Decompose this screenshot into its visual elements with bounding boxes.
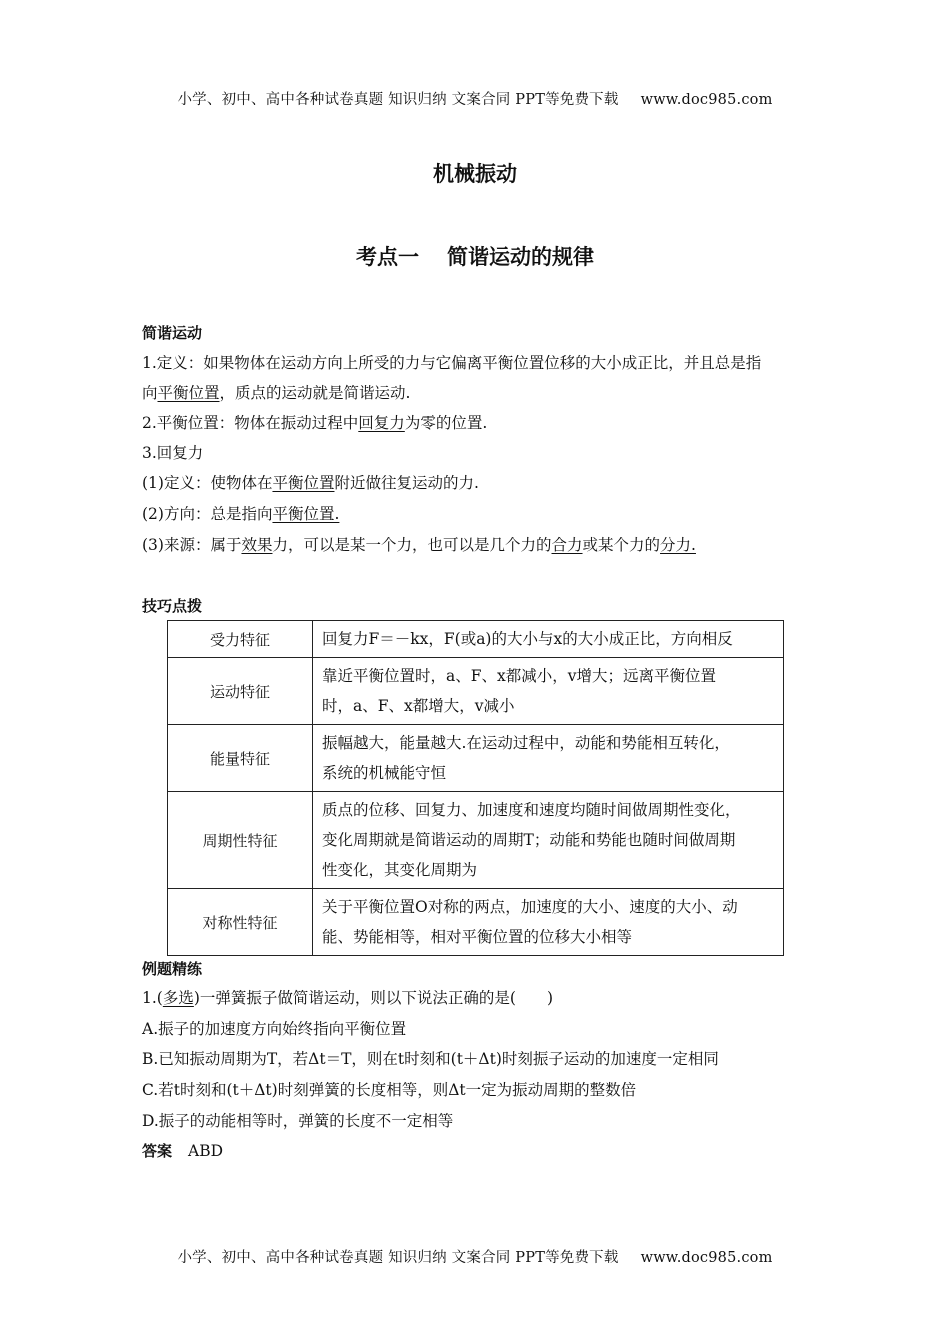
row-line: 时，a、F、x都增大，v减小 — [322, 697, 515, 715]
row-label: 对称性特征 — [168, 889, 313, 956]
heading-tips: 技巧点拨 — [142, 597, 203, 615]
row-line: 变化周期就是简谐运动的周期T；动能和势能也随时间做周期 — [322, 831, 736, 849]
option-d: D.振子的动能相等时，弹簧的长度不一定相等 — [142, 1112, 454, 1130]
def-line-1: 1.定义：如果物体在运动方向上所受的力与它偏离平衡位置位移的大小成正比，并且总是指 — [142, 354, 762, 372]
table-row — [168, 889, 784, 956]
blank-answer: 分力. — [660, 536, 696, 554]
row-label: 能量特征 — [168, 725, 313, 792]
table-row — [168, 792, 784, 889]
text: 1.( — [142, 989, 163, 1007]
row-line: 关于平衡位置O对称的两点，加速度的大小、速度的大小、动 — [322, 898, 738, 916]
text: (1)定义：使物体在 — [142, 474, 273, 492]
heading-examples: 例题精练 — [142, 960, 203, 978]
table-row — [168, 621, 784, 658]
row-content — [313, 658, 784, 725]
page-header — [0, 88, 950, 109]
row-label: 运动特征 — [168, 658, 313, 725]
restoring-force-heading: 3.回复力 — [142, 444, 204, 462]
answer-line — [142, 1140, 223, 1161]
text: )一弹簧振子做简谐运动，则以下说法正确的是( ) — [193, 989, 554, 1007]
row-line: 系统的机械能守恒 — [322, 764, 447, 782]
text: 附近做往复运动的力. — [334, 474, 479, 492]
row-line: 振幅越大，能量越大.在运动过程中，动能和势能相互转化， — [322, 734, 730, 752]
text: 2.平衡位置：物体在振动过程中 — [142, 414, 359, 432]
text: 或某个力的 — [582, 536, 661, 554]
answer-value: ABD — [188, 1142, 224, 1160]
question-stem — [142, 986, 553, 1008]
def-line-2 — [142, 381, 410, 403]
option-b: B.已知振动周期为T，若Δt＝T，则在t时刻和(t＋Δt)时刻振子运动的加速度一定相同 — [142, 1050, 719, 1068]
row-content — [313, 621, 784, 658]
footer-text: 小学、初中、高中各种试卷真题 知识归纳 文案合同 PPT等免费下载 — [177, 1250, 619, 1266]
option-c: C.若t时刻和(t＋Δt)时刻弹簧的长度相等，则Δt一定为振动周期的整数倍 — [142, 1081, 637, 1099]
text: 为零的位置. — [404, 414, 488, 432]
row-label: 受力特征 — [168, 621, 313, 658]
footer-url[interactable]: www.doc985.com — [640, 1250, 773, 1266]
blank-answer: 平衡位置 — [272, 474, 335, 492]
section-title-label: 考点一 — [356, 245, 419, 269]
heading-simple-harmonic: 简谐运动 — [142, 324, 203, 342]
answer-label: 答案 — [142, 1142, 173, 1160]
option-a: A.振子的加速度方向始终指向平衡位置 — [142, 1020, 407, 1038]
text: ，质点的运动就是简谐运动. — [219, 384, 411, 402]
row-line: 回复力F＝－kx，F(或a)的大小与x的大小成正比，方向相反 — [322, 630, 733, 648]
restoring-direction-line — [142, 502, 339, 524]
text: (3)来源：属于 — [142, 536, 242, 554]
blank-answer: 合力 — [551, 536, 583, 554]
question-type-tag: 多选 — [162, 989, 194, 1007]
section-title — [0, 241, 950, 271]
page-footer — [0, 1246, 950, 1267]
row-label: 周期性特征 — [168, 792, 313, 889]
equilibrium-line — [142, 411, 487, 433]
blank-answer: 回复力 — [358, 414, 405, 432]
blank-answer: 平衡位置. — [272, 505, 340, 523]
row-content — [313, 725, 784, 792]
row-line: 能、势能相等，相对平衡位置的位移大小相等 — [322, 928, 633, 946]
row-line: 质点的位移、回复力、加速度和速度均随时间做周期性变化， — [322, 801, 741, 819]
blank-answer: 平衡位置 — [157, 384, 220, 402]
table-row — [168, 725, 784, 792]
text: 力，可以是某一个力，也可以是几个力的 — [272, 536, 552, 554]
row-line: 靠近平衡位置时，a、F、x都减小，v增大；远离平衡位置 — [322, 667, 716, 685]
restoring-def-line — [142, 471, 479, 493]
section-title-text: 简谐运动的规律 — [447, 245, 594, 269]
restoring-source-line — [142, 533, 696, 555]
blank-answer: 效果 — [241, 536, 273, 554]
table-row — [168, 658, 784, 725]
text: (2)方向：总是指向 — [142, 505, 273, 523]
row-line: 性变化，其变化周期为 — [322, 861, 478, 879]
text: 向 — [142, 384, 158, 402]
header-text: 小学、初中、高中各种试卷真题 知识归纳 文案合同 PPT等免费下载 — [177, 92, 619, 108]
row-content — [313, 889, 784, 956]
tips-table — [167, 620, 784, 956]
page-title: 机械振动 — [433, 162, 517, 186]
row-content — [313, 792, 784, 889]
header-url[interactable]: www.doc985.com — [640, 92, 773, 108]
